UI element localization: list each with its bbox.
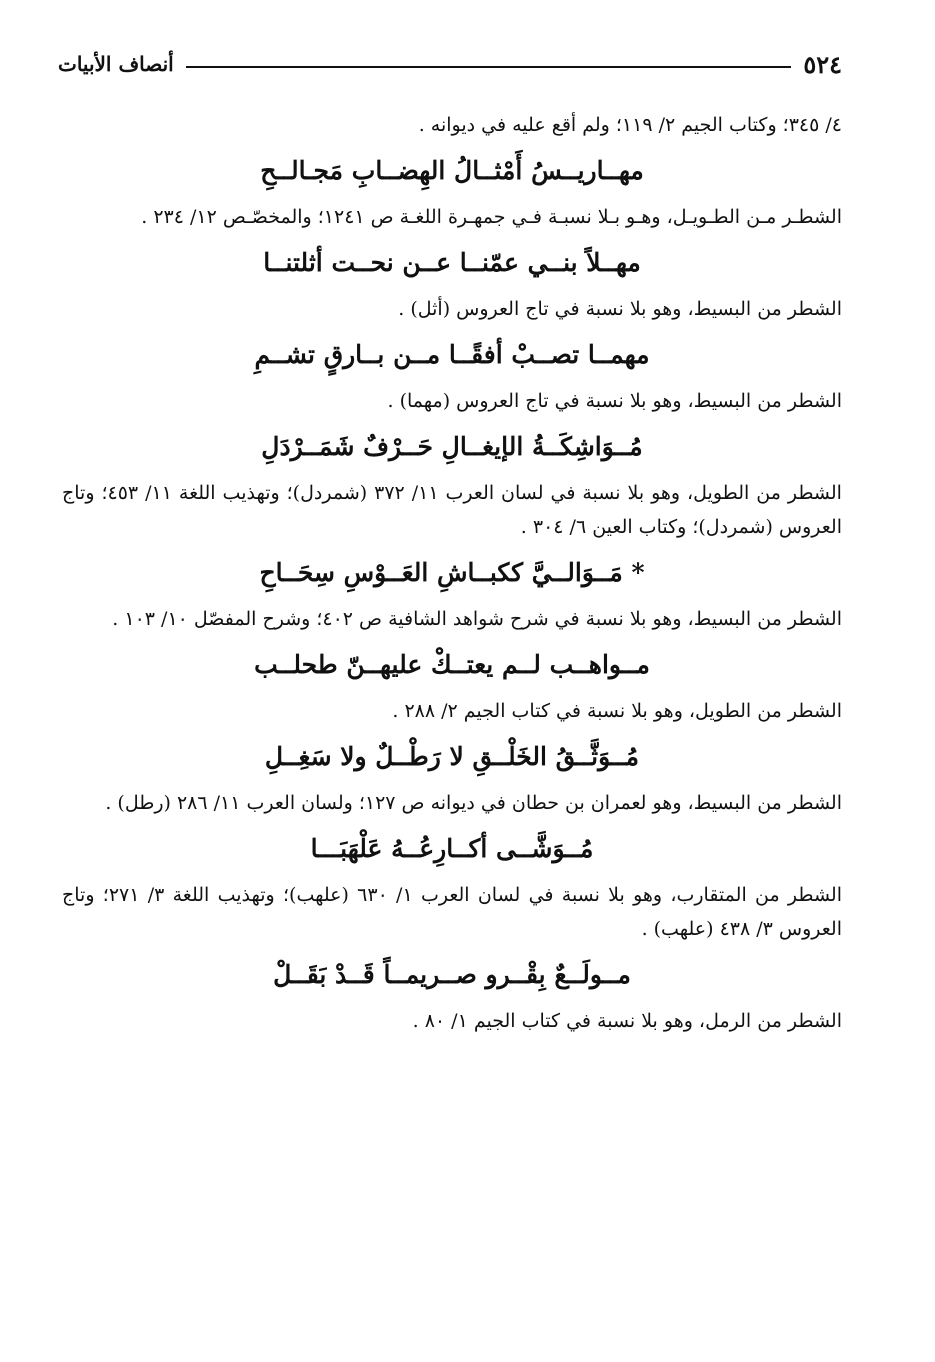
verse-note: الشطر من الطويل، وهو بلا نسبة في لسان العرب ١١/ ٣٧٢ (شمردل)؛ وتهذيب اللغة ١١/ ٤٥٣؛ وتاج العروس (شمردل)؛ وكتاب العين ٦/ ٣٠٤ .	[62, 482, 842, 538]
page-content	[62, 108, 842, 1038]
page-header	[58, 44, 842, 84]
verse-entry	[62, 148, 842, 234]
verse-entry	[62, 642, 842, 728]
header-rule	[186, 66, 792, 68]
verse-entry	[62, 826, 842, 946]
verse-hemistich: مهــلاً بنــي عمّنــا عــن نحــت أثلتنــا	[263, 248, 641, 277]
continuation-note: ٤/ ٣٤٥؛ وكتاب الجيم ٢/ ١١٩؛ ولم أقع عليه في ديوانه .	[418, 114, 842, 136]
verse-entry	[62, 240, 842, 326]
verse-hemistich: مُــوَثَّــقُ الخَلْــقِ لا رَطْــلٌ ولا سَغِــلِ	[264, 742, 640, 771]
verse-hemistich: مــولَــعٌ بِقْــرو صــريمــاً قَــدْ بَقَــلْ	[273, 960, 631, 989]
verse-hemistich: مُــوَاشِكَــةُ الإيغــالِ حَــرْفٌ شَمَــرْدَلِ	[261, 432, 643, 461]
verse-note: الشطـر مـن الطـويـل، وهـو بـلا نسبـة فـي جمهـرة اللغـة ص ١٢٤١؛ والمخصّـص ١٢/ ٢٣٤ .	[141, 206, 842, 228]
verse-hemistich: مهــاريــسُ أَمْثــالُ الهِضــابِ مَجـالــحِ	[260, 156, 644, 185]
verse-note: الشطر من البسيط، وهو بلا نسبة في شرح شواهد الشافية ص ٤٠٢؛ وشرح المفصّل ١٠/ ١٠٣ .	[112, 608, 842, 630]
verse-note: الشطر من المتقارب، وهو بلا نسبة في لسان العرب ١/ ٦٣٠ (علهب)؛ وتهذيب اللغة ٣/ ٢٧١؛ وتاج العروس ٣/ ٤٣٨ (علهب) .	[62, 884, 842, 940]
verse-entry	[62, 332, 842, 418]
verse-hemistich: مــواهــب لــم يعتــكْ عليهــنّ طحلــب	[254, 650, 650, 679]
verse-hemistich: مهمــا تصــبْ أفقًــا مــن بــارقٍ تشــمِ	[254, 340, 650, 369]
verse-entry	[62, 952, 842, 1038]
running-title: أنصاف الأبيات	[58, 52, 174, 76]
verse-note: الشطر من البسيط، وهو بلا نسبة في تاج العروس (مهما) .	[387, 390, 842, 412]
verse-hemistich: * مَــوَالــيَّ ككبــاشِ العَــوْسِ سِحَــاحِ	[259, 558, 645, 587]
verse-entry	[62, 424, 842, 544]
verse-entry	[62, 550, 842, 636]
verse-entry	[62, 734, 842, 820]
verse-note: الشطر من الطويل، وهو بلا نسبة في كتاب الجيم ٢/ ٢٨٨ .	[392, 700, 842, 722]
verse-note: الشطر من الرمل، وهو بلا نسبة في كتاب الجيم ١/ ٨٠ .	[412, 1010, 842, 1032]
verse-note: الشطر من البسيط، وهو لعمران بن حطان في ديوانه ص ١٢٧؛ ولسان العرب ١١/ ٢٨٦ (رطل) .	[105, 792, 842, 814]
verse-note: الشطر من البسيط، وهو بلا نسبة في تاج العروس (أثل) .	[398, 298, 842, 320]
verse-hemistich: مُــوَشَّــى أكــارِعُــهُ عَلْهَبَـــا	[310, 834, 594, 863]
page-number: ٥٢٤	[803, 49, 842, 79]
